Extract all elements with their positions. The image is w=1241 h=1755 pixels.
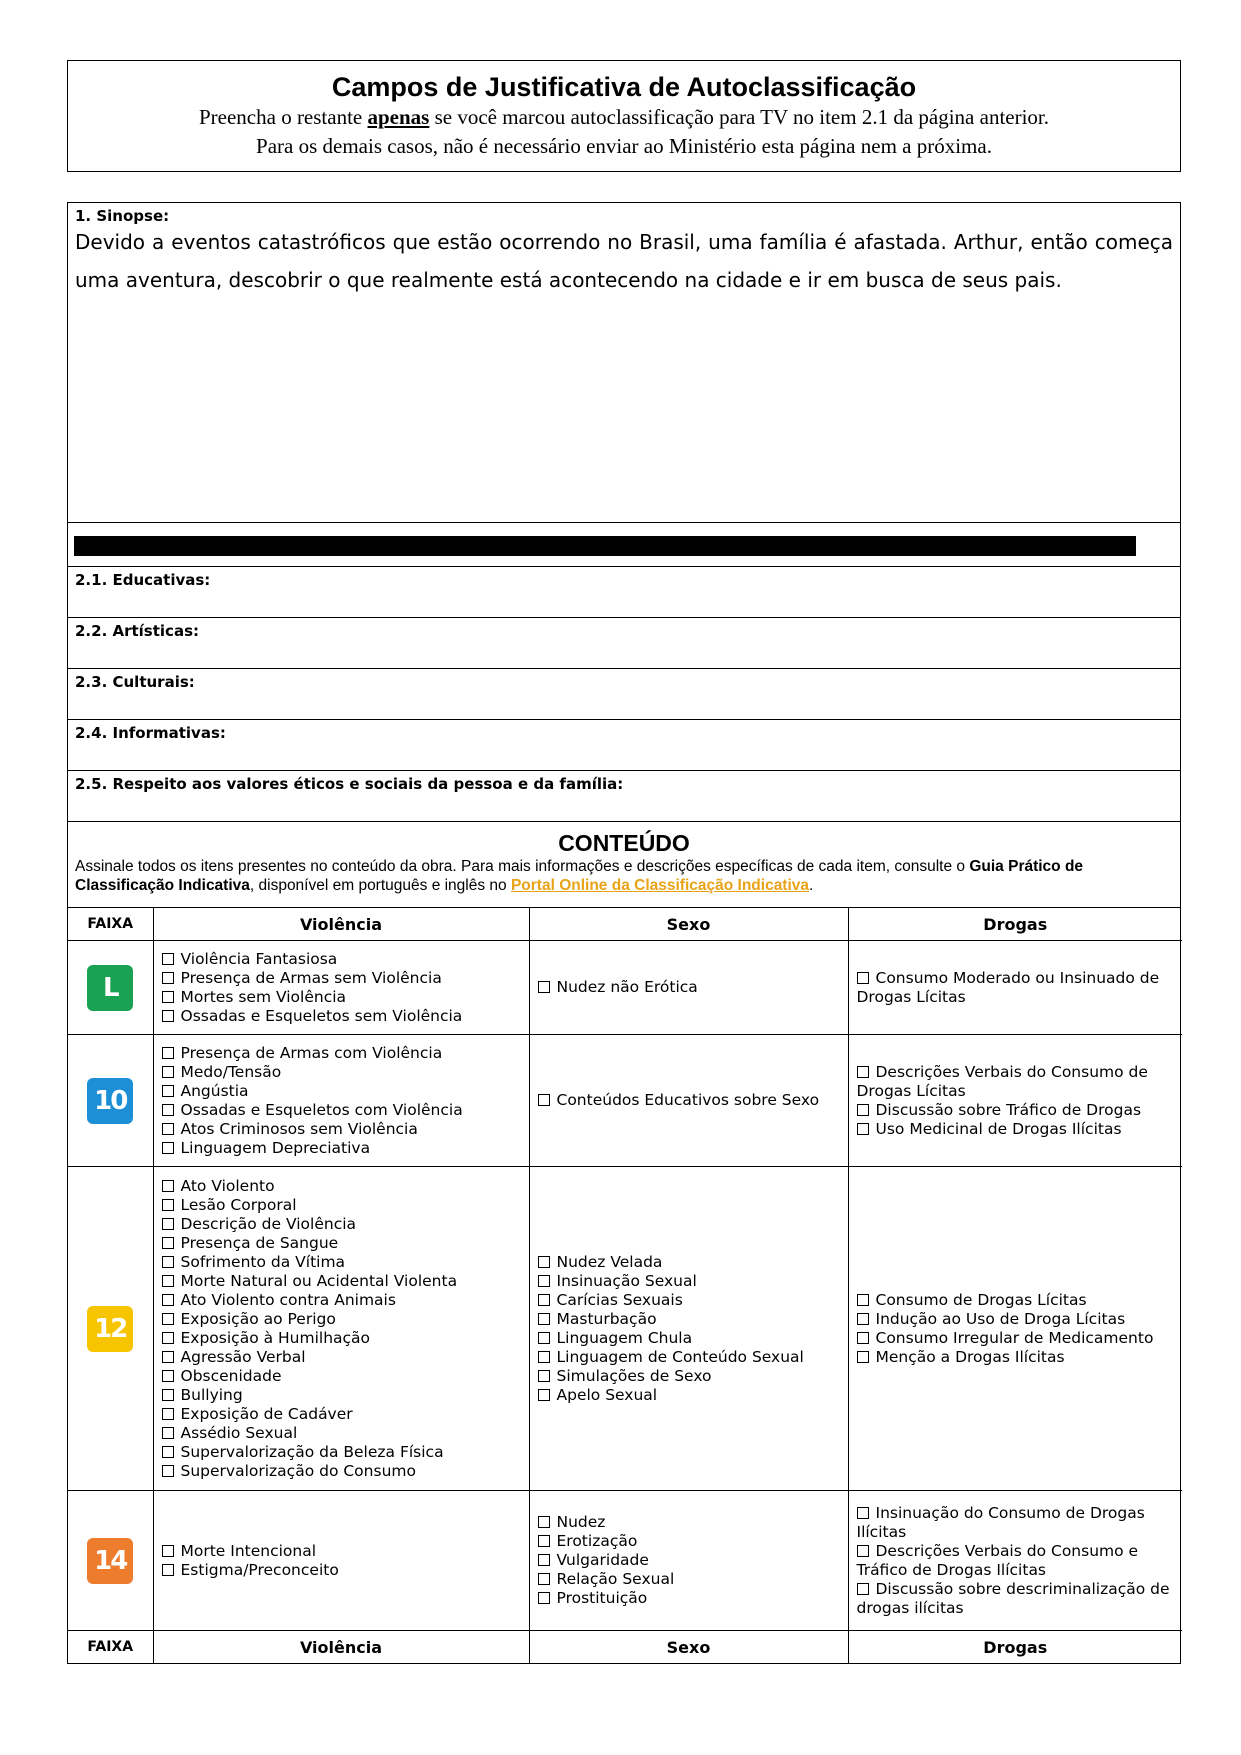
header-instruction-2: Para os demais casos, não é necessário enviar ao Ministério esta página nem a próxima. (256, 134, 992, 158)
checkbox-label: Consumo de Drogas Lícitas (875, 1290, 1087, 1309)
checkbox-label: Discussão sobre Tráfico de Drogas (875, 1100, 1142, 1119)
checkbox-item[interactable] (162, 1272, 521, 1291)
checkbox-label: Exposição de Cadáver (180, 1404, 353, 1423)
checkbox[interactable] (162, 1564, 174, 1576)
header-emphasis: apenas (367, 105, 430, 129)
checkbox-label: Conteúdos Educativos sobre Sexo (556, 1091, 820, 1109)
checkbox-item[interactable] (162, 1139, 521, 1158)
checkbox[interactable] (538, 1554, 550, 1566)
checkbox-item[interactable] (538, 1291, 840, 1310)
checkbox[interactable] (857, 1332, 869, 1344)
checkbox-item[interactable] (538, 978, 840, 997)
checkbox-item[interactable] (162, 950, 521, 969)
field-label: 2.2. Artísticas: (75, 622, 199, 640)
table-header-row (68, 908, 1182, 941)
checkbox[interactable] (538, 1313, 550, 1325)
checkbox[interactable] (162, 1066, 174, 1078)
checkbox[interactable] (162, 1294, 174, 1306)
checkbox-item[interactable] (162, 1310, 521, 1329)
checkbox-label: Consumo Irregular de Medicamento (875, 1328, 1154, 1347)
checkbox-label: Descrição de Violência (180, 1214, 357, 1233)
checkbox-label: Carícias Sexuais (556, 1290, 683, 1309)
checkbox[interactable] (162, 1332, 174, 1344)
checkbox-item[interactable] (538, 1589, 840, 1608)
checkbox-item[interactable] (857, 1329, 1175, 1348)
checkbox-item[interactable] (162, 1101, 521, 1120)
checkbox[interactable] (162, 1180, 174, 1192)
conteudo-title: CONTEÚDO (558, 830, 690, 856)
checkbox-item[interactable] (162, 1007, 521, 1026)
field-label: 2.4. Informativas: (75, 724, 226, 742)
checkbox-label: Agressão Verbal (180, 1347, 306, 1366)
checkbox-label: Exposição à Humilhação (180, 1328, 371, 1347)
col-header-drogas: Drogas (848, 908, 1182, 941)
checkbox-label: Linguagem de Conteúdo Sexual (556, 1347, 804, 1366)
checkbox[interactable] (162, 1142, 174, 1154)
portal-link[interactable]: Portal Online da Classificação Indicativa (510, 877, 810, 894)
checkbox[interactable] (162, 1237, 174, 1249)
checkbox-label: Simulações de Sexo (556, 1366, 712, 1385)
checkbox[interactable] (538, 1516, 550, 1528)
justification-form (67, 202, 1181, 1664)
sexo-list (530, 978, 848, 997)
checkbox-item[interactable] (538, 1253, 840, 1272)
drogas-list (849, 1063, 1183, 1139)
checkbox[interactable] (857, 1123, 869, 1135)
checkbox-label: Atos Criminosos sem Violência (180, 1119, 418, 1138)
field-informativas[interactable] (68, 720, 1180, 771)
checkbox[interactable] (162, 1010, 174, 1022)
checkbox-label: Nudez (556, 1513, 606, 1531)
checkbox-label: Supervalorização da Beleza Física (180, 1442, 444, 1461)
header-box (67, 60, 1181, 172)
checkbox[interactable] (162, 1465, 174, 1477)
checkbox-label: Indução ao Uso de Droga Lícitas (875, 1309, 1126, 1328)
synopsis-label: 1. Sinopse: (75, 207, 170, 225)
checkbox-label: Nudez Velada (556, 1252, 663, 1271)
rating-badge-L: L (87, 965, 133, 1011)
checkbox-item[interactable] (162, 1196, 521, 1215)
checkbox[interactable] (162, 1085, 174, 1097)
table-footer-row (68, 1631, 1182, 1664)
checkbox-label: Insinuação do Consumo de Drogas Ilícitas (856, 1503, 1145, 1541)
field-label: 2.5. Respeito aos valores éticos e sociais da pessoa e da família: (75, 775, 624, 793)
drogas-list (849, 1291, 1183, 1367)
header-instruction-1: Preencha o restante apenas se você marcou autoclassificação para TV no item 2.1 da página anterior. (198, 105, 1050, 129)
checkbox-label: Erotização (556, 1532, 638, 1550)
checkbox-label: Angústia (180, 1081, 249, 1100)
checkbox-label: Nudez não Erótica (556, 978, 698, 996)
checkbox-item[interactable] (857, 1120, 1175, 1139)
col-footer-faixa: FAIXA (68, 1631, 153, 1664)
col-header-violencia: Violência (153, 908, 529, 941)
checkbox-item[interactable] (538, 1532, 840, 1551)
checkbox[interactable] (538, 1389, 550, 1401)
table-row-14 (68, 1491, 1182, 1631)
checkbox-label: Presença de Armas sem Violência (180, 968, 442, 987)
checkbox-label: Linguagem Chula (556, 1328, 693, 1347)
checkbox-label: Assédio Sexual (180, 1423, 298, 1442)
checkbox-item[interactable] (162, 988, 521, 1007)
checkbox[interactable] (538, 1332, 550, 1344)
checkbox-label: Bullying (180, 1385, 243, 1404)
checkbox-label: Menção a Drogas Ilícitas (875, 1347, 1065, 1366)
field-label: 2.3. Culturais: (75, 673, 195, 691)
table-row-L (68, 941, 1182, 1035)
checkbox[interactable] (162, 972, 174, 984)
checkbox-label: Apelo Sexual (556, 1385, 658, 1404)
col-footer-violencia: Violência (153, 1631, 529, 1664)
checkbox[interactable] (857, 1104, 869, 1116)
field-culturais[interactable] (68, 669, 1180, 720)
field-valores-eticos[interactable] (68, 771, 1180, 822)
checkbox[interactable] (162, 953, 174, 965)
checkbox-label: Lesão Corporal (180, 1195, 297, 1214)
violencia-list (154, 1044, 529, 1158)
checkbox-item[interactable] (162, 1386, 521, 1405)
checkbox-label: Vulgaridade (556, 1551, 649, 1569)
checkbox-item[interactable] (162, 1177, 521, 1196)
checkbox-item[interactable] (162, 1234, 521, 1253)
checkbox[interactable] (162, 1199, 174, 1211)
checkbox-label: Discussão sobre descriminalização de drogas ilícitas (856, 1579, 1170, 1617)
checkbox-label: Ato Violento contra Animais (180, 1290, 396, 1309)
table-row-12 (68, 1167, 1182, 1491)
checkbox-label: Descrições Verbais do Consumo de Drogas Lícitas (856, 1062, 1148, 1100)
conteudo-section (68, 822, 1180, 908)
checkbox[interactable] (538, 1592, 550, 1604)
checkbox-item[interactable] (538, 1348, 840, 1367)
checkbox[interactable] (162, 1218, 174, 1230)
checkbox[interactable] (162, 1047, 174, 1059)
checkbox[interactable] (857, 1294, 869, 1306)
checkbox[interactable] (538, 1294, 550, 1306)
checkbox-item[interactable] (162, 1424, 521, 1443)
checkbox-label: Presença de Armas com Violência (180, 1043, 443, 1062)
checkbox-label: Exposição ao Perigo (180, 1309, 336, 1328)
checkbox[interactable] (857, 1545, 869, 1557)
violencia-list (154, 950, 529, 1026)
checkbox[interactable] (857, 1351, 869, 1363)
violencia-list (154, 1542, 529, 1580)
checkbox-item[interactable] (857, 1310, 1175, 1329)
checkbox-item[interactable] (162, 1063, 521, 1082)
checkbox[interactable] (538, 1275, 550, 1287)
checkbox-item[interactable] (538, 1310, 840, 1329)
checkbox-label: Ossadas e Esqueletos com Violência (180, 1100, 463, 1119)
drogas-list (849, 1504, 1183, 1618)
col-header-faixa: FAIXA (68, 908, 153, 941)
field-educativas[interactable] (68, 567, 1180, 618)
checkbox[interactable] (857, 1507, 869, 1519)
checkbox-label: Ato Violento (180, 1176, 275, 1195)
checkbox-item[interactable] (857, 1542, 1175, 1580)
checkbox-label: Relação Sexual (556, 1570, 675, 1588)
checkbox-item[interactable] (538, 1329, 840, 1348)
checkbox[interactable] (162, 1370, 174, 1382)
checkbox[interactable] (162, 1408, 174, 1420)
field-label: 2.1. Educativas: (75, 571, 211, 589)
checkbox-item[interactable] (162, 1329, 521, 1348)
checkbox[interactable] (538, 1256, 550, 1268)
checkbox-label: Consumo Moderado ou Insinuado de Drogas Lícitas (856, 968, 1160, 1006)
rating-badge-14: 14 (87, 1538, 133, 1584)
checkbox[interactable] (162, 1389, 174, 1401)
col-footer-sexo: Sexo (529, 1631, 848, 1664)
field-artisticas[interactable] (68, 618, 1180, 669)
checkbox-label: Medo/Tensão (180, 1062, 282, 1081)
checkbox[interactable] (162, 1104, 174, 1116)
checkbox[interactable] (162, 1123, 174, 1135)
redaction-bar (74, 536, 1136, 556)
page-title: Campos de Justificativa de Autoclassificação (331, 72, 917, 102)
checkbox[interactable] (857, 972, 869, 984)
sexo-list (530, 1091, 848, 1110)
checkbox-item[interactable] (857, 1101, 1175, 1120)
checkbox-item[interactable] (538, 1570, 840, 1589)
synopsis-text[interactable]: Devido a eventos catastróficos que estão ocorrendo no Brasil, uma família é afastada. Arthur, então começa uma aventura, descobrir o que realmente está acontecendo na cidade e ir em busca de seus pais. (75, 230, 1173, 292)
rating-badge-10: 10 (87, 1078, 133, 1124)
checkbox-item[interactable] (162, 969, 521, 988)
checkbox-item[interactable] (857, 1063, 1175, 1101)
checkbox-item[interactable] (162, 1348, 521, 1367)
checkbox-item[interactable] (857, 1348, 1175, 1367)
checkbox[interactable] (162, 1446, 174, 1458)
checkbox-item[interactable] (162, 1291, 521, 1310)
checkbox-item[interactable] (162, 1405, 521, 1424)
checkbox-item[interactable] (162, 1253, 521, 1272)
checkbox[interactable] (162, 1545, 174, 1557)
checkbox[interactable] (857, 1583, 869, 1595)
drogas-list (849, 969, 1183, 1007)
checkbox-item[interactable] (162, 1561, 521, 1580)
checkbox[interactable] (857, 1313, 869, 1325)
checkbox[interactable] (162, 1256, 174, 1268)
checkbox-item[interactable] (538, 1272, 840, 1291)
checkbox[interactable] (162, 1427, 174, 1439)
checkbox[interactable] (538, 1370, 550, 1382)
table-row-10 (68, 1035, 1182, 1167)
checkbox-label: Presença de Sangue (180, 1233, 339, 1252)
checkbox-item[interactable] (857, 1580, 1175, 1618)
checkbox-item[interactable] (857, 969, 1175, 1007)
checkbox-label: Morte Intencional (180, 1541, 317, 1560)
checkbox-label: Masturbação (556, 1309, 657, 1328)
checkbox-label: Morte Natural ou Acidental Violenta (180, 1271, 458, 1290)
checkbox-label: Violência Fantasiosa (180, 949, 338, 968)
redacted-section (68, 523, 1180, 567)
rating-badge-12: 12 (87, 1306, 133, 1352)
col-footer-drogas: Drogas (848, 1631, 1182, 1664)
checkbox[interactable] (538, 1351, 550, 1363)
col-header-sexo: Sexo (529, 908, 848, 941)
checkbox-label: Linguagem Depreciativa (180, 1138, 371, 1157)
checkbox-label: Sofrimento da Vítima (180, 1252, 346, 1271)
conteudo-description: Assinale todos os itens presentes no conteúdo da obra. Para mais informações e descrições específicas de cada item, consulte o Guia Prático de Classificação Indicativa, disponível em português e inglês no Portal Online da Classificação Indicativa. (75, 858, 1084, 894)
checkbox[interactable] (538, 981, 550, 993)
checkbox[interactable] (162, 1275, 174, 1287)
checkbox[interactable] (162, 1313, 174, 1325)
checkbox[interactable] (162, 1351, 174, 1363)
checkbox[interactable] (538, 1094, 550, 1106)
checkbox-item[interactable] (538, 1551, 840, 1570)
checkbox-item[interactable] (538, 1367, 840, 1386)
checkbox-item[interactable] (162, 1462, 521, 1481)
checkbox-item[interactable] (162, 1082, 521, 1101)
checkbox-label: Insinuação Sexual (556, 1271, 697, 1290)
checkbox-label: Ossadas e Esqueletos sem Violência (180, 1006, 463, 1025)
checkbox-item[interactable] (538, 1386, 840, 1405)
checkbox[interactable] (538, 1535, 550, 1547)
checkbox-label: Uso Medicinal de Drogas Ilícitas (875, 1119, 1122, 1138)
checkbox-item[interactable] (162, 1542, 521, 1561)
checkbox-item[interactable] (162, 1215, 521, 1234)
checkbox-label: Descrições Verbais do Consumo e Tráfico de Drogas Ilícitas (856, 1541, 1139, 1579)
checkbox[interactable] (538, 1573, 550, 1585)
checkbox-item[interactable] (162, 1120, 521, 1139)
checkbox-item[interactable] (162, 1044, 521, 1063)
checkbox-item[interactable] (857, 1504, 1175, 1542)
checkbox-item[interactable] (538, 1513, 840, 1532)
content-table (68, 908, 1182, 1663)
checkbox-item[interactable] (857, 1291, 1175, 1310)
violencia-list (154, 1177, 529, 1481)
checkbox-label: Supervalorização do Consumo (180, 1461, 416, 1480)
checkbox-item[interactable] (162, 1367, 521, 1386)
sexo-list (530, 1253, 848, 1405)
checkbox-item[interactable] (538, 1091, 840, 1110)
checkbox-label: Obscenidade (180, 1366, 282, 1385)
checkbox[interactable] (162, 991, 174, 1003)
checkbox-label: Prostituição (556, 1589, 648, 1607)
sexo-list (530, 1513, 848, 1608)
checkbox[interactable] (857, 1066, 869, 1078)
checkbox-item[interactable] (162, 1443, 521, 1462)
checkbox-label: Estigma/Preconceito (180, 1560, 339, 1579)
checkbox-label: Mortes sem Violência (180, 987, 347, 1006)
synopsis-section (68, 203, 1180, 523)
